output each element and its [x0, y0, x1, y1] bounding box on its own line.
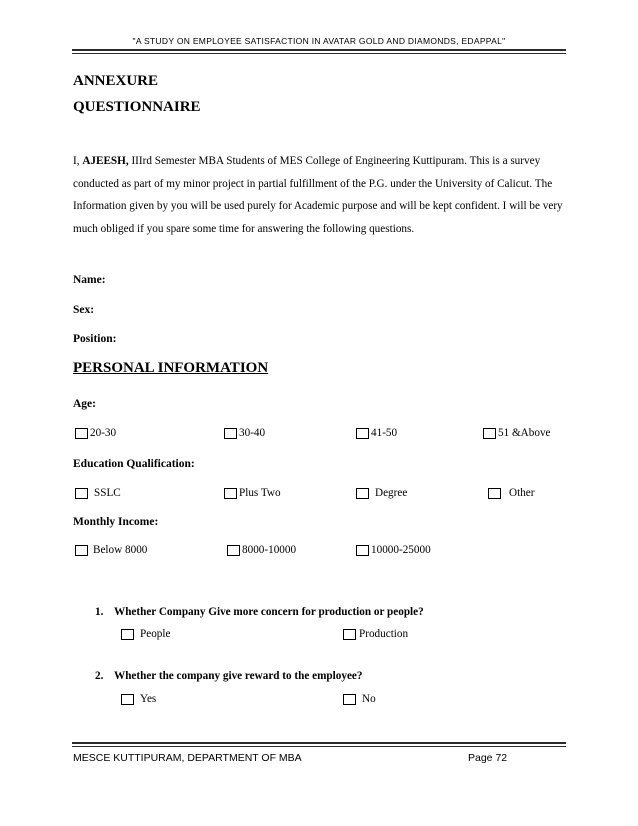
header-rule — [72, 49, 566, 51]
sex-field-label: Sex: — [73, 304, 95, 316]
option-label: 10000-25000 — [371, 544, 431, 556]
option-label: No — [362, 693, 376, 705]
checkbox-icon[interactable] — [75, 428, 88, 439]
checkbox-icon[interactable] — [356, 428, 369, 439]
option-label: Plus Two — [239, 487, 281, 499]
option-label: 41-50 — [371, 427, 398, 439]
checkbox-icon[interactable] — [121, 694, 134, 705]
age-option-41-50[interactable] — [356, 427, 397, 439]
question-1-number: 1. — [95, 606, 104, 618]
question-2-text: Whether the company give reward to the employee? — [114, 670, 363, 682]
income-option-below-8000[interactable] — [75, 544, 147, 556]
option-label: 30-40 — [239, 427, 266, 439]
option-label: Other — [509, 487, 535, 499]
option-label: 20-30 — [90, 427, 117, 439]
intro-text: IIIrd Semester MBA Students of MES College of Engineering Kuttipuram. This is a survey conducted as part of my minor project in partial fulfillment of the P.G. under the University of Calicut. The Information given by you will be used purely for Academic purpose and will be kept confident. I will be very much obliged if you spare some time for answering the following questions. — [73, 155, 563, 235]
age-option-30-40[interactable] — [224, 427, 265, 439]
checkbox-icon[interactable] — [343, 629, 356, 640]
position-field-label: Position: — [73, 333, 117, 345]
education-option-plus-two[interactable] — [224, 487, 281, 499]
footer-department: MESCE KUTTIPURAM, DEPARTMENT OF MBA — [73, 752, 302, 764]
option-label: People — [140, 628, 171, 640]
income-option-8000-10000[interactable] — [227, 544, 296, 556]
education-option-degree[interactable] — [356, 487, 407, 499]
age-option-20-30[interactable] — [75, 427, 116, 439]
checkbox-icon[interactable] — [356, 488, 369, 499]
checkbox-icon[interactable] — [343, 694, 356, 705]
education-label: Education Qualification: — [73, 458, 195, 470]
checkbox-icon[interactable] — [356, 545, 369, 556]
option-label: Production — [359, 628, 409, 640]
checkbox-icon[interactable] — [483, 428, 496, 439]
option-label: Yes — [140, 693, 157, 705]
question-2-option-no[interactable] — [343, 693, 376, 705]
checkbox-icon[interactable] — [488, 488, 501, 499]
income-option-10000-25000[interactable] — [356, 544, 431, 556]
annexure-heading: ANNEXURE — [73, 73, 159, 89]
education-option-other[interactable] — [488, 487, 534, 499]
personal-information-heading: PERSONAL INFORMATION — [73, 360, 269, 376]
header-rule-thin — [72, 53, 566, 54]
option-label: 51 &Above — [498, 427, 551, 439]
age-label: Age: — [73, 398, 96, 410]
intro-prefix: I, — [73, 155, 83, 167]
checkbox-icon[interactable] — [224, 488, 237, 499]
checkbox-icon[interactable] — [224, 428, 237, 439]
checkbox-icon[interactable] — [75, 488, 88, 499]
education-option-sslc[interactable] — [75, 487, 121, 499]
footer-rule — [72, 742, 566, 744]
running-header: "A STUDY ON EMPLOYEE SATISFACTION IN AVATAR GOLD AND DIAMONDS, EDAPPAL" — [132, 36, 506, 46]
checkbox-icon[interactable] — [121, 629, 134, 640]
question-1-option-production[interactable] — [343, 628, 408, 640]
footer-rule-thin — [72, 746, 566, 747]
option-label: 8000-10000 — [242, 544, 297, 556]
option-label: Degree — [375, 487, 408, 499]
question-2-number: 2. — [95, 670, 104, 682]
intro-paragraph — [73, 150, 568, 240]
question-1-option-people[interactable] — [121, 628, 170, 640]
page-number: Page 72 — [468, 752, 508, 764]
age-option-51-above[interactable] — [483, 427, 551, 439]
income-label: Monthly Income: — [73, 516, 159, 528]
option-label: SSLC — [94, 487, 121, 499]
respondent-author-name: AJEESH, — [82, 155, 129, 167]
name-field-label: Name: — [73, 274, 106, 286]
option-label: Below 8000 — [93, 544, 148, 556]
question-2-option-yes[interactable] — [121, 693, 156, 705]
questionnaire-heading: QUESTIONNAIRE — [73, 99, 201, 115]
checkbox-icon[interactable] — [75, 545, 88, 556]
checkbox-icon[interactable] — [227, 545, 240, 556]
question-1-text: Whether Company Give more concern for production or people? — [114, 606, 424, 618]
